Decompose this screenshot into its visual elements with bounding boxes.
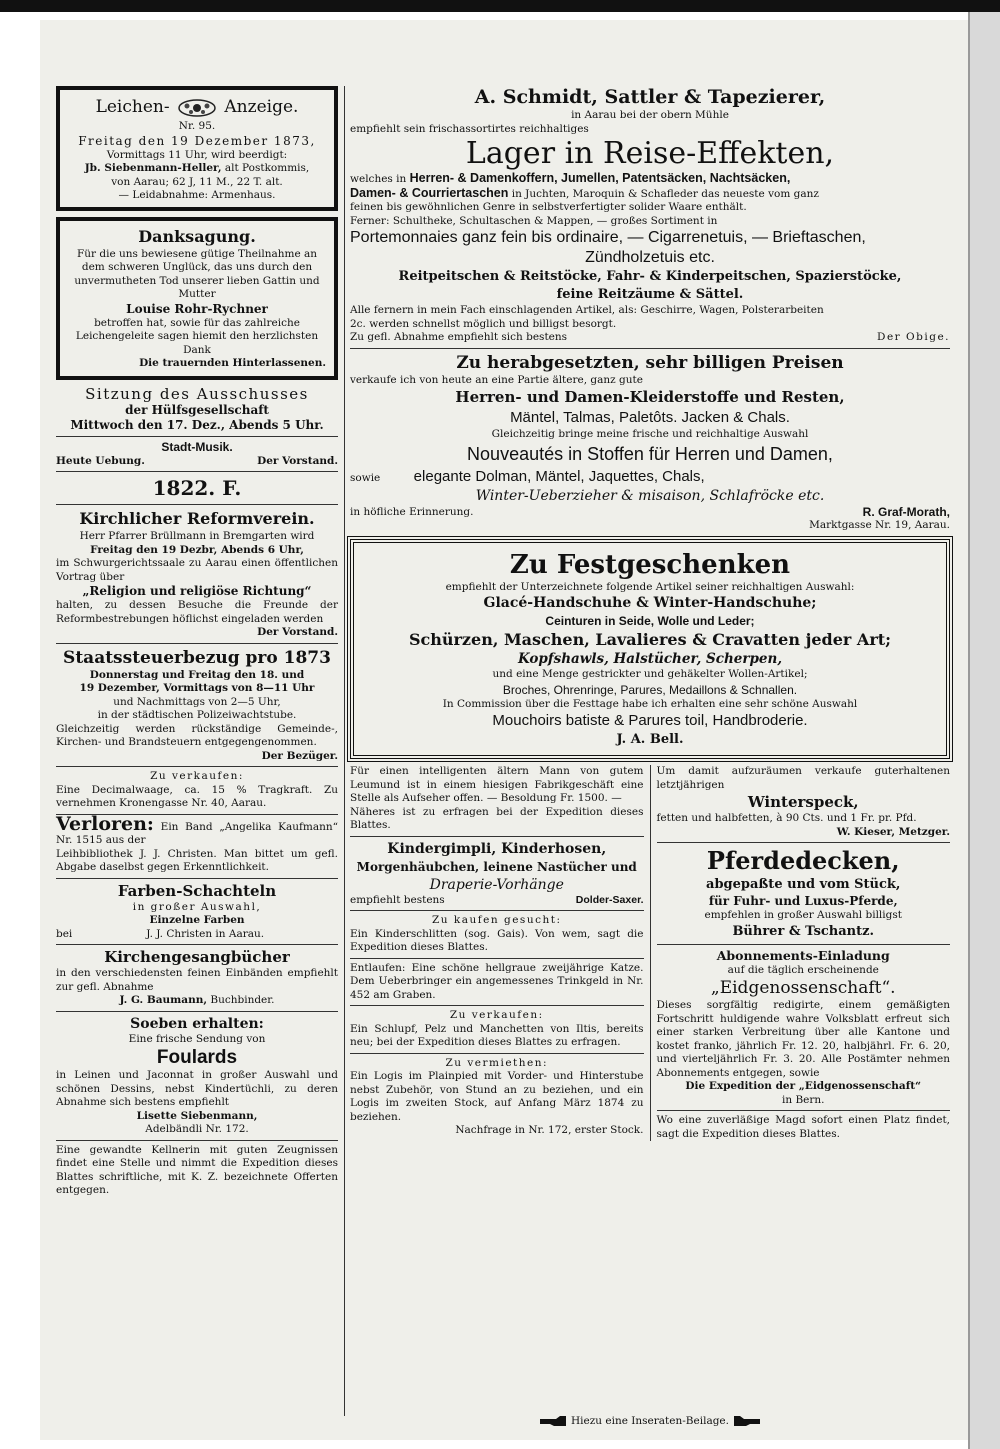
pointing-hand-icon [732,1415,762,1427]
pferd-line3: empfehlen in großer Auswahl billigst [704,909,902,921]
scan-top-edge [0,0,1000,12]
leichen-time: Vormittags 11 Uhr, wird beerdigt: [106,148,288,161]
schmidt-line2a: welches in [350,173,407,185]
pferd-title: Pferdedecken, [706,846,900,875]
speck-title: Winterspeck, [747,793,859,811]
graf-sign: R. Graf-Morath, [862,504,950,519]
verkaufen-waage [56,770,338,811]
fest-line8: In Commission über die Festtage habe ich erhalten eine sehr schöne Auswahl [442,697,858,710]
abo-name: „Eidgenossenschaft“. [710,978,896,998]
kinder-sign: Dolder-Saxer. [575,893,644,906]
verkaufen2-head: Zu verkaufen: [449,1009,544,1021]
kinder-line4: empfiehlt bestens [350,893,445,906]
aufseher-text: Für einen intelligenten ältern Mann von gutem Leumund ist in einem hiesigen Fabrikgeschäft eine Stelle als Aufseher offen. — Besoldung Fr. 1500. — [350,765,644,804]
subcolumn-middle [350,765,644,1141]
danksagung-sign: Die trauernden Hinterlassenen. [139,357,326,369]
speck-text: Um damit aufzuräumen verkaufe guterhaltenen letztjährigen [656,765,950,791]
year-heading: 1822. F. [152,476,242,500]
pferd-line1: abgepaßte und vom Stück, [706,877,901,892]
schmidt-line3b: in Juchten, Maroquin & Schafleder das neueste vom ganz [511,187,819,200]
sitzung-line3: Mittwoch den 17. Dez., Abends 5 Uhr. [70,417,324,432]
graf-line7: Winter-Ueberzieher & misaison, Schlafröcke etc. [475,487,825,504]
stadt-musik [56,440,338,469]
reformverein-text1: Herr Pfarrer Brüllmann in Bremgarten wird [79,530,315,542]
column-left [56,86,338,1198]
kirchen-sign-role: Buchbinder. [210,994,275,1006]
danksagung-title: Danksagung. [138,226,256,246]
stadt-musik-right: Der Vorstand. [257,454,338,467]
schmidt-line6: Portemonnaies ganz fein bis ordinaire, — Cigarrenetuis, — Brieftaschen, [350,229,866,246]
pointing-hand-icon [538,1415,568,1427]
festgeschenke-ad [350,539,950,760]
abo-title: Abonnements-Einladung [716,947,890,963]
graf-line6: elegante Dolman, Mäntel, Jaquettes, Chals, [413,467,705,485]
leichen-name: Jb. Siebenmann-Heller, [84,162,222,174]
schmidt-line9: feine Reitzäume & Sättel. [556,287,744,302]
danksagung-text-2: betroffen hat, sowie für das zahlreiche Leichengeleite sagen hiemit den herzlichsten Dank [75,316,319,356]
schmidt-line5: Ferner: Schultheke, Schultaschen & Mappen, — großes Sortiment in [350,214,718,227]
verloren-title: Verloren: [56,812,154,835]
staatssteuer [56,647,338,764]
abo-sign: Die Expedition der „Eidgenossenschaft“ [685,1080,922,1092]
danksagung-text: Für die uns bewiesene gütige Theilnahme an dem schweren Unglück, das uns durch den unvermutheten Tod unserer lieben Gattin und Mutter [74,247,320,300]
graf-line2: Herren- und Damen-Kleiderstoffe und Resten, [455,388,845,406]
footer [350,1415,950,1429]
leichen-title-left: Leichen- [95,97,170,117]
scan-right-edge [968,12,1000,1449]
leichen-name-rest: alt Postkommis, [224,162,310,174]
farben-bei: bei [56,927,73,940]
pferd-sign: Bührer & Tschantz. [732,923,875,939]
reformverein [56,508,338,640]
sitzung-line1: Sitzung des Ausschusses [85,384,309,403]
kirchen-text: in den verschiedensten feinen Einbänden empfiehlt zur gefl. Abnahme [56,967,338,993]
farben-title: Farben-Schachteln [117,881,277,900]
stadt-musik-left: Heute Uebung. [56,454,145,467]
leichen-origin: von Aarau; 62 J, 11 M., 22 T. alt. [111,175,283,188]
schmidt-line10: Alle fernern in mein Fach einschlagenden Artikel, als: Geschirre, Wagen, Polsterarbeiten [350,304,824,316]
farben-schachteln [56,882,338,942]
abo-text: Dieses sorgfältig redigirte, einem gemäßigten Fortschritt huldigende wahre Volksblatt erfreut sich einer starken Verbreitung über alle Kantone und kostet franko, jährlich Fr. 12. 20, halbjährl. Fr. 6. 20, und vierteljährlich Fr. 3. 20. Alle Postämter nehmen Abonnements entgegen, sowie [656,999,950,1079]
fest-line1: empfiehlt der Unterzeichnete folgende Artikel seiner reichhaltigen Auswahl: [445,580,855,593]
reformverein-text3: im Schwurgerichtssaale zu Aarau einen öffentlichen Vortrag über [56,557,338,583]
foulards-sign: Lisette Siebenmann, [136,1109,258,1122]
steuer-line1: Donnerstag und Freitag den 18. und [89,668,305,681]
graf-sowie: sowie [350,471,381,484]
speck-sign: W. Kieser, Metzger. [836,825,950,838]
farben-seller: J. J. Christen in Aarau. [146,927,265,940]
stadt-musik-title: Stadt-Musik. [161,439,233,454]
abo-line1: auf die täglich erscheinende [727,963,879,976]
leichen-nr: Nr. 95. [178,120,216,132]
leichen-leidabnahme: — Leidabnahme: Armenhaus. [118,189,276,201]
reformverein-sign: Der Vorstand. [257,626,338,638]
verloren-text1: Ein Band „Angelika Kaufmann“ Nr. 1515 aus der [56,820,338,846]
graf-line3: Mäntel, Talmas, Paletôts. Jacken & Chals. [510,409,790,426]
fest-sign: J. A. Bell. [616,732,684,747]
schmidt-line12: Zu gefl. Abnahme empfiehlt sich bestens [350,331,568,343]
sitzung-line2: der Hülfsgesellschaft [125,402,269,417]
schmidt-sign: Der Obige. [877,331,950,343]
entlaufen-text: Entlaufen: Eine schöne hellgraue zweijährige Katze. Dem Ueberbringer ein angemessenes Trinkgeld in Nr. 452 am Graben. [350,961,644,1001]
leichen-anzeige [56,86,338,211]
graf-ad [350,352,950,533]
foulards-address: Adelbändli Nr. 172. [145,1123,249,1135]
reformverein-text2: Freitag den 19 Dezbr, Abends 6 Uhr, [90,543,304,556]
fest-line3: Ceinturen in Seide, Wolle und Leder; [545,614,755,628]
column-right [350,86,950,1141]
foulards-text: in Leinen und Jaconnat in großer Auswahl und schönen Dessins, nebst Kindertüchli, zu deren Abnahme sich bestens empfiehlt [56,1069,338,1108]
reformverein-topic: „Religion und religiöse Richtung“ [82,584,312,598]
fest-title: Zu Festgeschenken [509,549,791,580]
steuer-line5: Gleichzeitig werden rückständige Gemeinde-, Kirchen- und Brandsteuern entgegengenommen. [56,722,338,748]
graf-line5: Nouveautés in Stoffen für Herren und Damen, [467,443,833,464]
schmidt-line8: Reitpeitschen & Reitstöcke, Fahr- & Kinderpeitschen, Spazierstöcke, [398,269,902,284]
farben-line1: in großer Auswahl, [132,900,262,913]
steuer-line3: und Nachmittags von 2—5 Uhr, [113,695,281,708]
foulards-line1: Eine frische Sendung von [128,1032,266,1045]
foulards-head: Soeben erhalten: [130,1015,264,1032]
fest-line7: Broches, Ohrenringe, Parures, Medaillons & Schnallen. [502,682,798,697]
footer-text: Hiezu eine Inseraten-Beilage. [571,1415,729,1427]
leichen-date: Freitag den 19 Dezember 1873, [78,133,316,148]
graf-line1: verkaufe ich von heute an eine Partie ältere, ganz gute [350,373,643,386]
schmidt-title: A. Schmidt, Sattler & Tapezierer, [474,86,826,108]
kirchen-sign: J. G. Baumann, [119,994,208,1006]
steuer-title: Staatssteuerbezug pro 1873 [63,647,331,668]
kinder-line1: Kindergimpli, Kinderhosen, [387,840,607,857]
fest-line9: Mouchoirs batiste & Parures toil, Handbroderie. [492,712,808,729]
kinder-line2: Morgenhäubchen, leinene Nastücher und [356,859,637,874]
vermiethen-text: Ein Logis im Plainpied mit Vorder- und Hinterstube nebst Zubehör, von Stund an zu beziehen, und ein Logis im zweiten Stock, auf Anfang März 1874 zu beziehen. [350,1070,644,1123]
foulards [56,1015,338,1137]
danksagung-name: Louise Rohr-Rychner [126,301,268,316]
fest-line2: Glacé-Handschuhe & Winter-Handschuhe; [483,595,817,611]
vermiethen-text2: Nachfrage in Nr. 172, erster Stock. [455,1124,644,1136]
sitzung [56,385,338,433]
fest-line5: Kopfshawls, Halstücher, Scherpen, [517,651,783,667]
aufseher-text2: Näheres ist zu erfragen bei der Expedition dieses Blattes. [350,805,644,831]
schmidt-line11: 2c. werden schnellst möglich und billigst besorgt. [350,317,617,330]
reformverein-title: Kirchlicher Reformverein. [79,509,315,528]
foulards-title: Foulards [156,1047,238,1068]
schmidt-line2b: Herren- & Damenkoffern, Jumellen, Patentsäcken, Nachtsäcken, [409,171,791,185]
steuer-sign: Der Bezüger. [261,749,338,762]
graf-line4: Gleichzeitig bringe meine frische und reichhaltige Auswahl [491,428,809,440]
kaufen-text: Ein Kinderschlitten (sog. Gais). Von wem, sagt die Expedition dieses Blattes. [350,927,644,953]
schmidt-line7: Zündholzetuis etc. [585,249,715,266]
verkaufen-text: Eine Decimalwaage, ca. 15 % Tragkraft. Zu vernehmen Kronengasse Nr. 40, Aarau. [56,783,338,809]
kirchen-title: Kirchengesangbücher [104,948,290,966]
fest-line4: Schürzen, Maschen, Lavalieres & Cravatten jeder Art; [408,630,892,649]
pferd-line2: für Fuhr- und Luxus-Pferde, [708,894,898,908]
subcolumn-right [657,765,951,1141]
fest-line6: und eine Menge gestrickter und gehäkelter Wollen-Artikel; [492,668,808,680]
steuer-line4: in der städtischen Polizeiwachtstube. [97,709,297,721]
subcolumn-rule [650,765,651,1141]
bottom-two-columns [350,765,950,1141]
graf-title: Zu herabgesetzten, sehr billigen Preisen [456,352,844,373]
schmidt-line3a: Damen- & Courriertaschen [350,185,509,200]
kellnerin: Eine gewandte Kellnerin mit guten Zeugnissen findet eine Stelle und nimmt die Expedition dieses Blattes schriftliche, mit K. Z. bezeichnete Offerten entgegen. [56,1143,338,1196]
leichen-title [66,94,328,120]
schmidt-line1: empfiehlt sein frischassortirtes reichhaltiges [350,122,589,135]
vermiethen-head: Zu vermiethen: [445,1056,549,1069]
schmidt-big: Lager in Reise-Effekten, [465,136,835,171]
kirchengesangbuecher [56,948,338,1008]
kinder-line3: Draperie-Vorhänge [429,876,564,893]
newspaper-page [40,20,968,1440]
verkaufen-head: Zu verkaufen: [150,770,244,782]
speck-text2: fetten und halbfetten, à 90 Cts. und 1 Fr. pr. Pfd. [656,812,917,824]
magd-text: Wo eine zuverläßige Magd sofort einen Platz findet, sagt die Expedition dieses Blattes. [656,1114,950,1140]
verloren [56,812,338,875]
reformverein-text4: halten, zu dessen Besuche die Freunde der Reformbestrebungen höflichst eingeladen werden [56,599,338,625]
leichen-title-right: Anzeige. [224,97,299,117]
schmidt-ad [350,86,950,345]
schmidt-line4: feinen bis gewöhnlichen Genre in selbstverfertigter solider Waare enthält. [350,201,747,213]
graf-line8: in höfliche Erinnerung. [350,505,474,518]
schmidt-sub: in Aarau bei der obern Mühle [571,109,729,121]
column-rule [344,86,345,1416]
verkaufen2-text: Ein Schlupf, Pelz und Manchetten von Iltis, bereits neu; bei der Expedition dieses Blattes zu erfragen. [350,1022,644,1048]
steuer-line2: 19 Dezember, Vormittags von 8—11 Uhr [79,682,315,694]
verloren-text2: Leihbibliothek J. J. Christen. Man bittet um gefl. Abgabe daselbst gegen Erkenntlichkeit. [56,847,338,873]
farben-line2: Einzelne Farben [149,914,245,926]
graf-address: Marktgasse Nr. 19, Aarau. [809,519,950,531]
kaufen-head: Zu kaufen gesucht: [432,914,562,926]
danksagung [56,217,338,380]
flower-ornament-icon [175,98,219,118]
abo-place: in Bern. [781,1093,825,1106]
